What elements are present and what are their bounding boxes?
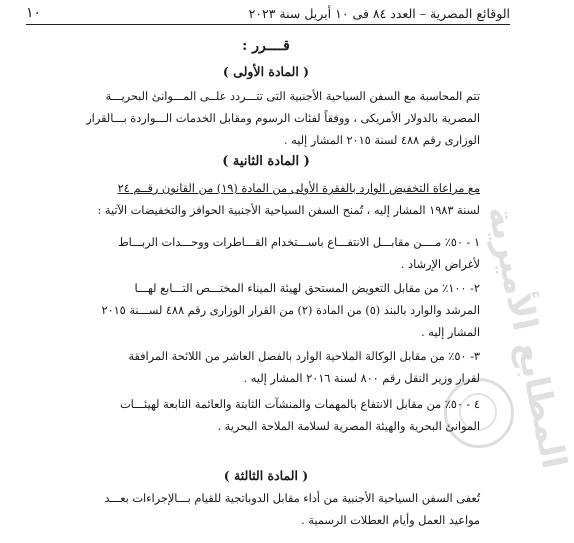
text-line: المرشد والوارد بالبند (٥) من المادة (٢) من القرار الوزارى رقم ٤٨٨ لســـنة ٢٠١٥: [101, 304, 480, 317]
article-2-heading: ( المادة الثانية ): [222, 154, 310, 169]
article-3-heading: ( المادة الثالثة ): [223, 468, 309, 483]
article-3-text: [54, 488, 480, 532]
article-2-item-2: [54, 278, 480, 344]
page-number: ١٠: [26, 5, 42, 21]
text-line: تُعفى السفن السياحية الأجنبية من أداء مقابل الدوباتجية للقيام بـــالإجراءات بعـــد: [104, 492, 480, 505]
text-line: الموانئ البحرية والهيئة المصرية لسلامة الملاحة البحرية .: [217, 420, 480, 433]
text-line: تتم المحاسبة مع السفن السياحية الأجنبية التى تتـــردد علــى المـــوانئ البحريـــة: [105, 90, 480, 103]
text-line: ٣- ٥٠٪ من مقابل الوكالة الملاحية الوارد بالفصل العاشر من اللائحة المرافقة: [128, 350, 480, 363]
page-header: [26, 2, 510, 25]
article-2-item-3: [54, 346, 480, 390]
decision-heading: قــــرر :: [242, 38, 290, 54]
text-line: المصرية بالدولار الأمريكى ، ووفقاً لفئات الرسوم ومقابل الخدمات الـــواردة بـــالقرار: [86, 112, 480, 125]
article-1-heading: ( المادة الأولى ): [222, 64, 310, 79]
text-line: لسنة ١٩٨٣ المشار إليه ، تُمنح السفن السياحية الأجنبية الحوافز والتخفيضات الآتية :: [97, 204, 480, 217]
article-1-text: [54, 86, 480, 152]
article-2-item-1: [54, 232, 480, 276]
text-line: ٤ - ٥٠٪ من مقابل الانتفاع بالمهمات والمنشآت الثابتة والعائمة التابعة لهيئـــات: [120, 398, 480, 411]
text-line: لقرار وزير النقل رقم ٨٠٠ لسنة ٢٠١٦ المشار إليه .: [243, 372, 480, 385]
text-line: مع مراعاة التخفيض الوارد بالفقرة الأولى من المادة (١٩) من القانون رقــم ٢٤: [117, 182, 480, 195]
gazette-title: الوقائع المصرية – العدد ٨٤ فى ١٠ أبريل سنة ٢٠٢٣: [248, 5, 510, 21]
text-line: ٢- ١٠٠٪ من مقابل التعويض المستحق لهيئة الميناء المختـــص التـــابع لهـــا: [134, 282, 480, 295]
article-2-intro: [54, 178, 480, 222]
text-line: المشار إليه .: [421, 326, 480, 339]
text-line: مواعيد العمل وأيام العطلات الرسمية .: [301, 514, 480, 527]
watermark-text: المطابع الأميرية: [479, 202, 574, 472]
text-line: ١ - ٥٠٪ مــــن مقابـــل الانتفـــاع باســـتخدام القـــاطرات ووحـــدات الربـــاط: [118, 236, 480, 249]
text-line: الوزارى رقم ٤٨٨ لسنة ٢٠١٥ المشار إليه .: [283, 134, 480, 147]
text-line: لأغراض الإرشاد .: [400, 258, 480, 271]
article-2-item-4: [54, 394, 480, 438]
